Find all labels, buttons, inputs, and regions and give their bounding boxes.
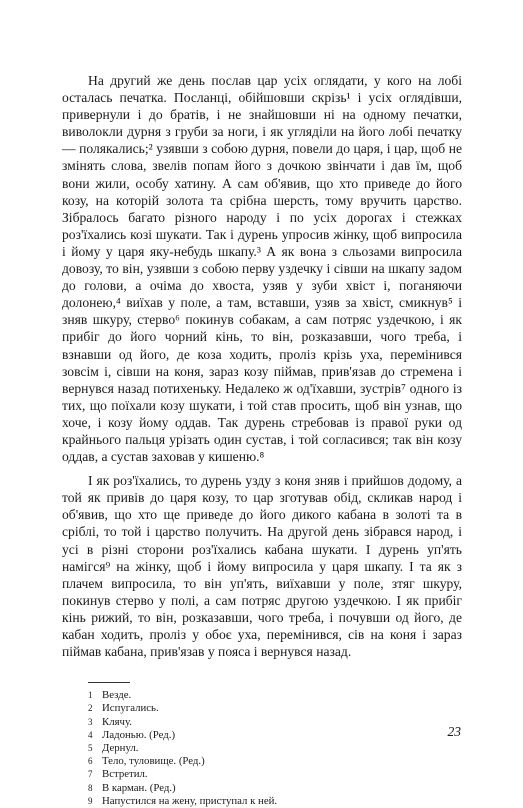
footnote-divider [88, 682, 130, 683]
footnote-number: 1 [88, 690, 93, 701]
footnote-number: 8 [88, 782, 93, 793]
footnote-number: 7 [88, 769, 93, 780]
footnote-text: Тело, туловище. (Ред.) [102, 755, 205, 768]
page-content [62, 72, 462, 808]
footnote-item [62, 702, 462, 715]
footnotes-list [62, 689, 462, 808]
page-number: 23 [447, 724, 461, 739]
footnote-text: Испугались. [102, 702, 159, 715]
footnote-number: 5 [88, 743, 93, 753]
footnote-text: Встретил. [102, 768, 148, 781]
footnote-item [62, 795, 462, 808]
footnote-item [62, 689, 462, 702]
footnote-text: В карман. (Ред.) [102, 781, 176, 794]
footnote-number: 3 [88, 716, 93, 727]
footnote-item [62, 782, 462, 795]
footnote-item [62, 742, 462, 755]
footnote-item [62, 716, 462, 729]
footnote-text: Ладонью. (Ред.) [102, 728, 176, 741]
footnote-item [62, 729, 462, 742]
footnote-text: Дернул. [102, 742, 139, 754]
footnote-text: Везде. [102, 689, 132, 702]
footnote-text: Напустился на жену, приступал к ней. [102, 794, 278, 807]
footnote-item [62, 768, 462, 781]
footnote-number: 4 [88, 729, 93, 740]
footnote-item [62, 755, 462, 768]
footnote-text: Клячу. [102, 715, 133, 728]
footnote-number: 9 [88, 795, 93, 806]
footnote-number: 6 [88, 756, 93, 767]
footnote-number: 2 [88, 703, 93, 714]
paragraph-2: І як роз'їхались, то дурень узду з коня зняв і прийшов додому, а той як привів до царя козу, то цар зготував обід, скликав народ і об'явив, що хто ще приведе до його дикого кабана в золоті та в сріблі, то той і царство получить. На другой день зібрався народ, і усі в різні сторони роз'їхались кабана шукати. І дурень уп'ять намігся⁹ на жінку, щоб і йому випросила у царя шкапу. І та як з плачем випросила, то він уп'ять, виїхавши у поле, зтяг шкуру, покинув стерво у полі, а сам потряс другою уздечкою. І як прибіг кінь рижий, то він, розказавши, чого треба, і почувши од його, де кабан ходить, проліз у обоє уха, перемінився, сів на коня і зараз піймав кабана, прив'язав у пояса і вернувся назад. [62, 473, 462, 660]
paragraph-1: На другий же день послав цар усіх оглядати, у кого на лобі осталась печатка. Посланці, обійшовши скрізь¹ і усіх оглядівши, привернули і до братів, і не знайшовши ні на одному печатки, виволокли дурня з груби за ноги, і як угляділи на його лобі печатку — полякались;² узявши з собою дурня, повели до царя, і цар, щоб не змінять слова, звелів попам його з дочкою звінчати і дав їм, щоб вони жили, особу хатину. А сам об'явив, що хто приведе до його козу, на которій золота та срібна шерсть, тому вручить царство. Зібралось багато різного народу і по усіх дорогах і стежках роз'їхались козі шукати. Так і дурень упросив жінку, щоб випросила і йому у царя яку-небудь шкапу.³ А як вона з сльозами випросила довозу, то він, узявши з собою перву уздечку і сівши на шкапу задом до голови, а очіма до хвоста, узяв у зуби хвіст і, поганяючи долонею,⁴ виїхав у поле, а там, вставши, узяв за хвіст, смикнув⁵ і зняв шкуру, стерво⁶ покинув собакам, а сам потряс уздечкою, і як прибіг до його чорний кінь, то він, розказавши, чого треба, і взнавши од його, де коза ходить, проліз крізь уха, перемінився зовсім і, сівши на коня, зараз козу піймав, прив'язав до стремена і вернувся назад потихеньку. Недалеко ж од'їхавши, зустрів⁷ одного із тих, що поїхали козу шукати, і той став просить, щоб він узнав, що хоче, і козу йому оддав. Так дурень стребовав із правої руки од крайнього пальця урізать один сустав, і той согласився; так він козу оддав, а сустав заховав у кишеню.⁸ [62, 73, 462, 465]
